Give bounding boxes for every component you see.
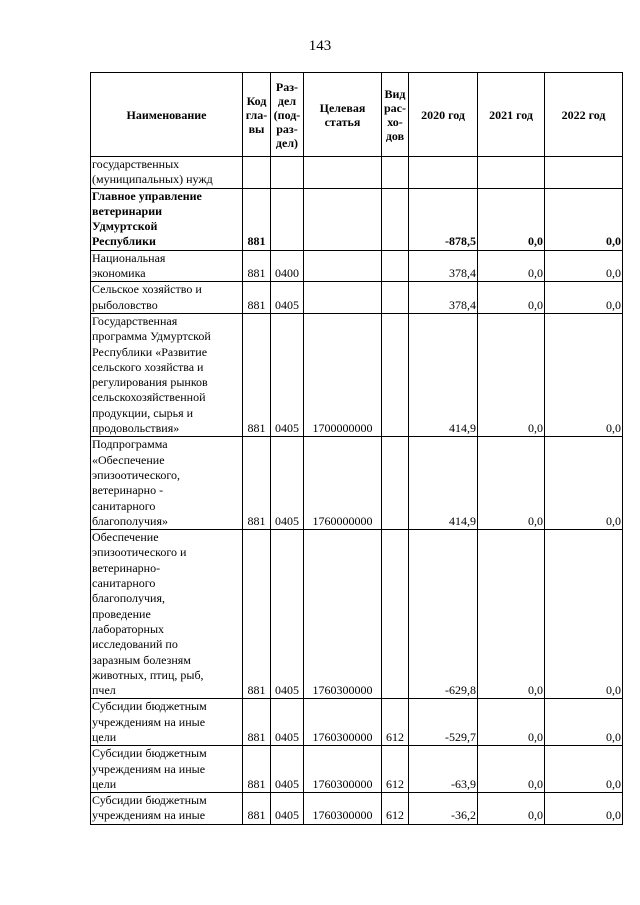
- table-row: [91, 746, 623, 793]
- cell-chapter-code: 881: [243, 188, 271, 250]
- cell-section: 0405: [271, 793, 304, 825]
- cell-2020: 414,9: [409, 437, 478, 530]
- cell-name: Подпрограмма «Обеспечение эпизоотического, ветеринарно - санитарного благополучия»: [91, 437, 243, 530]
- cell-name: Субсидии бюджетным учреждениям на иные цели: [91, 746, 243, 793]
- table-row: [91, 530, 623, 699]
- cell-2022: 0,0: [545, 699, 623, 746]
- cell-2022: 0,0: [545, 188, 623, 250]
- header-target-article: Целевая статья: [304, 73, 382, 157]
- cell-name: Главное управление ветеринарии Удмуртской Республики: [91, 188, 243, 250]
- cell-chapter-code: 881: [243, 313, 271, 436]
- cell-target-article: 1760300000: [304, 746, 382, 793]
- cell-name: Субсидии бюджетным учреждениям на иные: [91, 793, 243, 825]
- cell-chapter-code: 881: [243, 250, 271, 282]
- cell-2020: -878,5: [409, 188, 478, 250]
- cell-2020: 414,9: [409, 313, 478, 436]
- table-row: [91, 282, 623, 314]
- cell-chapter-code: 881: [243, 282, 271, 314]
- cell-2022: 0,0: [545, 250, 623, 282]
- cell-expense-type: 612: [382, 793, 409, 825]
- header-section: Раз- дел (под- раз- дел): [271, 73, 304, 157]
- cell-expense-type: [382, 313, 409, 436]
- cell-section: 0405: [271, 437, 304, 530]
- cell-target-article: [304, 250, 382, 282]
- cell-name: Национальная экономика: [91, 250, 243, 282]
- cell-2020: -529,7: [409, 699, 478, 746]
- cell-2020: [409, 157, 478, 189]
- cell-target-article: 1700000000: [304, 313, 382, 436]
- cell-2021: 0,0: [478, 437, 545, 530]
- cell-2022: 0,0: [545, 313, 623, 436]
- table-row: [91, 793, 623, 825]
- cell-section: 0405: [271, 282, 304, 314]
- cell-target-article: 1760000000: [304, 437, 382, 530]
- cell-2020: -629,8: [409, 530, 478, 699]
- cell-2020: 378,4: [409, 282, 478, 314]
- cell-target-article: 1760300000: [304, 530, 382, 699]
- cell-2022: 0,0: [545, 530, 623, 699]
- header-expense-type: Вид рас- хо- дов: [382, 73, 409, 157]
- cell-name: государственных (муниципальных) нужд: [91, 157, 243, 189]
- cell-expense-type: 612: [382, 746, 409, 793]
- cell-expense-type: [382, 282, 409, 314]
- cell-2021: 0,0: [478, 699, 545, 746]
- cell-expense-type: [382, 188, 409, 250]
- cell-chapter-code: [243, 157, 271, 189]
- cell-2021: 0,0: [478, 188, 545, 250]
- cell-2021: 0,0: [478, 250, 545, 282]
- table-row: [91, 437, 623, 530]
- cell-2020: -63,9: [409, 746, 478, 793]
- cell-expense-type: [382, 157, 409, 189]
- cell-target-article: [304, 188, 382, 250]
- header-name: Наименование: [91, 73, 243, 157]
- cell-section: 0400: [271, 250, 304, 282]
- table-row: [91, 313, 623, 436]
- cell-2021: [478, 157, 545, 189]
- cell-target-article: 1760300000: [304, 699, 382, 746]
- cell-section: [271, 188, 304, 250]
- cell-chapter-code: 881: [243, 699, 271, 746]
- cell-name: Субсидии бюджетным учреждениям на иные цели: [91, 699, 243, 746]
- cell-2022: 0,0: [545, 793, 623, 825]
- page-number: 143: [308, 38, 332, 54]
- cell-section: 0405: [271, 746, 304, 793]
- header-2021: 2021 год: [478, 73, 545, 157]
- cell-expense-type: [382, 250, 409, 282]
- cell-target-article: [304, 282, 382, 314]
- cell-2021: 0,0: [478, 746, 545, 793]
- cell-target-article: 1760300000: [304, 793, 382, 825]
- cell-section: [271, 157, 304, 189]
- cell-section: 0405: [271, 530, 304, 699]
- header-2022: 2022 год: [545, 73, 623, 157]
- cell-section: 0405: [271, 699, 304, 746]
- table-row: [91, 188, 623, 250]
- cell-name: Обеспечение эпизоотического и ветеринарно- санитарного благополучия, проведение лабораторных исследований по заразным болезням животных, птиц, рыб, пчел: [91, 530, 243, 699]
- cell-chapter-code: 881: [243, 793, 271, 825]
- table-header-row: [91, 73, 623, 157]
- cell-chapter-code: 881: [243, 530, 271, 699]
- cell-2022: 0,0: [545, 437, 623, 530]
- table-row: [91, 157, 623, 189]
- table-row: [91, 250, 623, 282]
- cell-2020: -36,2: [409, 793, 478, 825]
- cell-name: Государственная программа Удмуртской Республики «Развитие сельского хозяйства и регулирования рынков сельскохозяйственной продукции, сырья и продовольствия»: [91, 313, 243, 436]
- cell-expense-type: [382, 437, 409, 530]
- cell-chapter-code: 881: [243, 437, 271, 530]
- cell-section: 0405: [271, 313, 304, 436]
- cell-2021: 0,0: [478, 282, 545, 314]
- cell-expense-type: [382, 530, 409, 699]
- cell-2021: 0,0: [478, 530, 545, 699]
- cell-name: Сельское хозяйство и рыболовство: [91, 282, 243, 314]
- table-row: [91, 699, 623, 746]
- cell-2022: [545, 157, 623, 189]
- cell-2021: 0,0: [478, 793, 545, 825]
- cell-chapter-code: 881: [243, 746, 271, 793]
- header-chapter-code: Код гла- вы: [243, 73, 271, 157]
- cell-2021: 0,0: [478, 313, 545, 436]
- cell-expense-type: 612: [382, 699, 409, 746]
- budget-table: [90, 72, 623, 825]
- header-2020: 2020 год: [409, 73, 478, 157]
- cell-2020: 378,4: [409, 250, 478, 282]
- table-body: [91, 157, 623, 825]
- cell-target-article: [304, 157, 382, 189]
- cell-2022: 0,0: [545, 746, 623, 793]
- cell-2022: 0,0: [545, 282, 623, 314]
